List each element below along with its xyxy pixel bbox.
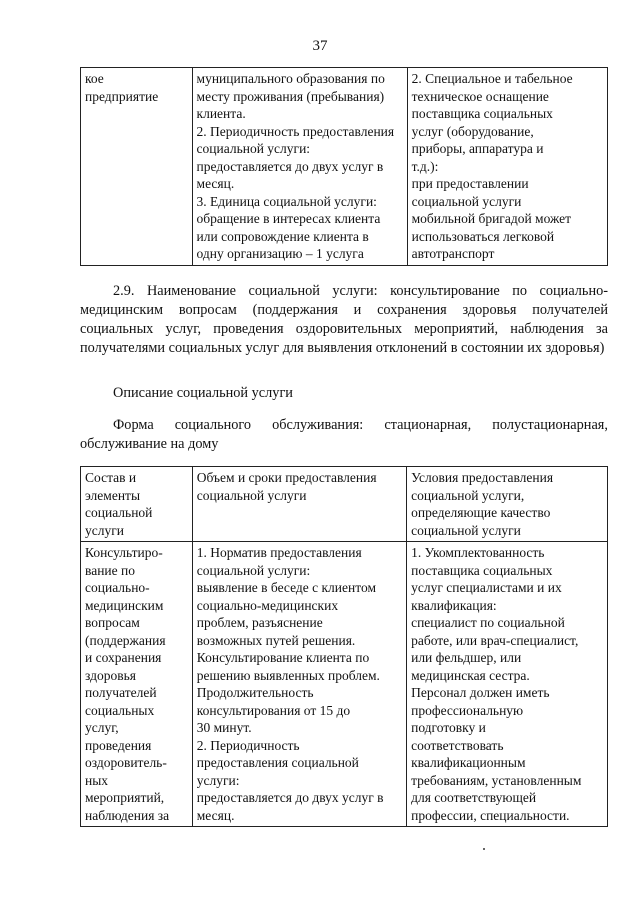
cell-line: работе, или врач-специалист, <box>411 632 579 648</box>
cell-line: определяющие качество <box>411 505 551 520</box>
header-volume-terms <box>192 467 406 542</box>
service-form-word: обслуживания: <box>272 417 364 433</box>
cell-line: Состав и <box>85 470 137 485</box>
top-table-col3-cell <box>407 68 607 266</box>
description-heading: Описание социальной услуги <box>113 385 293 401</box>
cell-line: выявление в беседе с клиентом <box>196 580 376 595</box>
cell-line: социальной <box>85 505 153 520</box>
cell-line: социальной услуги: <box>196 141 311 156</box>
table-header-row <box>81 467 608 542</box>
cell-line: поставщика социальных <box>411 106 553 121</box>
service-form-word: полустационарная, <box>492 417 608 433</box>
cell-line: услуг специалистами и их <box>411 580 562 595</box>
cell-line: социальной услуги, <box>411 487 525 503</box>
cell-line: подготовку и <box>411 720 486 735</box>
service-form-line-1 <box>80 416 608 435</box>
page-number: 37 <box>312 38 328 54</box>
cell-line: социальных <box>85 702 155 718</box>
cell-line: социально-медицинских <box>196 597 339 613</box>
cell-line: автотранспорт <box>411 246 495 261</box>
cell-line: социальной услуги: <box>196 562 311 578</box>
service-volume-cell <box>192 542 406 827</box>
cell-line: специалист по социальной <box>411 615 565 630</box>
cell-line: услуг, <box>85 720 119 735</box>
cell-line: мероприятий, <box>85 790 165 805</box>
cell-line: оздоровитель- <box>85 755 167 770</box>
cell-line: квалификационным <box>411 755 526 770</box>
cell-line: 30 минут. <box>196 720 252 735</box>
cell-line: вопросам <box>85 615 140 630</box>
cell-line: месяц. <box>196 807 235 823</box>
service-form-paragraph <box>80 416 608 454</box>
cell-line: (поддержания <box>85 632 166 648</box>
top-table-continuation <box>80 67 608 266</box>
header-conditions <box>407 467 608 542</box>
top-table-col1-cell <box>81 68 193 266</box>
section-2-9-paragraph: 2.9. Наименование социальной услуги: консультирование по социально-медицинским вопросам (поддержания и сохранения здоровья получателей социальных услуг, проведения оздоровительных мероприятий, наблюдения за получателями социальных услуг для выявления отклонений в состоянии их здоровья) <box>80 283 608 356</box>
cell-line: 2. Специальное и табельное <box>411 71 573 86</box>
cell-line: Персонал должен иметь <box>411 685 550 700</box>
cell-line: наблюдения за <box>85 807 170 823</box>
top-table-col2-cell <box>192 68 407 266</box>
cell-line: социальной услуги <box>196 487 307 503</box>
cell-line: 1. Укомплектованность <box>411 545 545 560</box>
cell-line: одну организацию – 1 услуга <box>196 246 364 261</box>
cell-line: профессии, специальности. <box>411 807 570 823</box>
cell-line: поставщика социальных <box>411 562 553 578</box>
cell-line: услуги <box>85 522 124 538</box>
cell-line: т.д.): <box>411 158 439 174</box>
cell-line: 1. Норматив предоставления <box>196 545 362 560</box>
table-row <box>81 542 608 827</box>
cell-line: консультирования от 15 до <box>196 702 351 718</box>
cell-line: 2. Периодичность <box>196 737 300 753</box>
cell-line: и сохранения <box>85 650 162 665</box>
cell-line: Объем и сроки предоставления <box>196 470 377 485</box>
cell-line: техническое оснащение <box>411 88 549 104</box>
cell-line: медицинская сестра. <box>411 667 530 683</box>
scan-dot <box>483 848 485 850</box>
cell-line: проведения <box>85 737 152 753</box>
service-conditions-cell <box>407 542 608 827</box>
cell-line: квалификация: <box>411 597 497 613</box>
cell-line: для соответствующей <box>411 790 537 805</box>
cell-line: вание по <box>85 562 135 578</box>
cell-line: клиента. <box>196 106 246 121</box>
service-form-word: Форма <box>113 417 154 433</box>
service-form-line-2: обслуживание на дому <box>80 436 219 452</box>
cell-line: здоровья <box>85 667 136 683</box>
cell-line: предприятие <box>85 88 159 104</box>
table-row <box>81 68 608 266</box>
cell-line: при предоставлении <box>411 176 529 191</box>
cell-line: социально- <box>85 580 150 595</box>
main-service-table <box>80 466 608 827</box>
cell-line: месяц. <box>196 176 235 191</box>
cell-line: использоваться легковой <box>411 228 555 244</box>
cell-line: Консультиро- <box>85 545 163 560</box>
cell-line: социальной услуги <box>411 193 522 209</box>
service-form-word: социального <box>174 417 252 433</box>
cell-line: обращение в интересах клиента <box>196 211 381 226</box>
cell-line: приборы, аппаратура и <box>411 141 544 156</box>
cell-line: профессиональную <box>411 702 524 718</box>
cell-line: предоставляется до двух услуг в <box>196 158 384 174</box>
cell-line: требованиям, установленным <box>411 772 582 788</box>
cell-line: ных <box>85 772 109 788</box>
cell-line: муниципального образования по <box>196 71 385 86</box>
cell-line: предоставления социальной <box>196 755 359 770</box>
cell-line: мобильной бригадой может <box>411 211 572 226</box>
cell-line: 3. Единица социальной услуги: <box>196 193 377 209</box>
cell-line: Условия предоставления <box>411 470 554 485</box>
cell-line: Продолжительность <box>196 685 314 700</box>
cell-line: возможных путей решения. <box>196 632 356 648</box>
header-composition <box>81 467 193 542</box>
service-form-word: стационарная, <box>384 417 472 433</box>
cell-line: Консультирование клиента по <box>196 650 370 665</box>
cell-line: элементы <box>85 487 141 503</box>
cell-line: социальной услуги <box>411 522 521 538</box>
cell-line: предоставляется до двух услуг в <box>196 790 384 805</box>
cell-line: 2. Периодичность предоставления <box>196 123 395 139</box>
cell-line: получателей <box>85 685 157 700</box>
cell-line: месту проживания (пребывания) <box>196 88 385 104</box>
cell-line: услуг (оборудование, <box>411 123 534 139</box>
cell-line: медицинским <box>85 597 164 613</box>
service-composition-cell <box>81 542 193 827</box>
cell-line: проблем, разъяснение <box>196 615 323 630</box>
cell-line: кое <box>85 71 104 86</box>
cell-line: решению выявленных проблем. <box>196 667 380 683</box>
cell-line: или сопровождение клиента в <box>196 228 369 244</box>
cell-line: услуги: <box>196 772 240 788</box>
cell-line: соответствовать <box>411 737 504 753</box>
cell-line: или фельдшер, или <box>411 650 522 665</box>
